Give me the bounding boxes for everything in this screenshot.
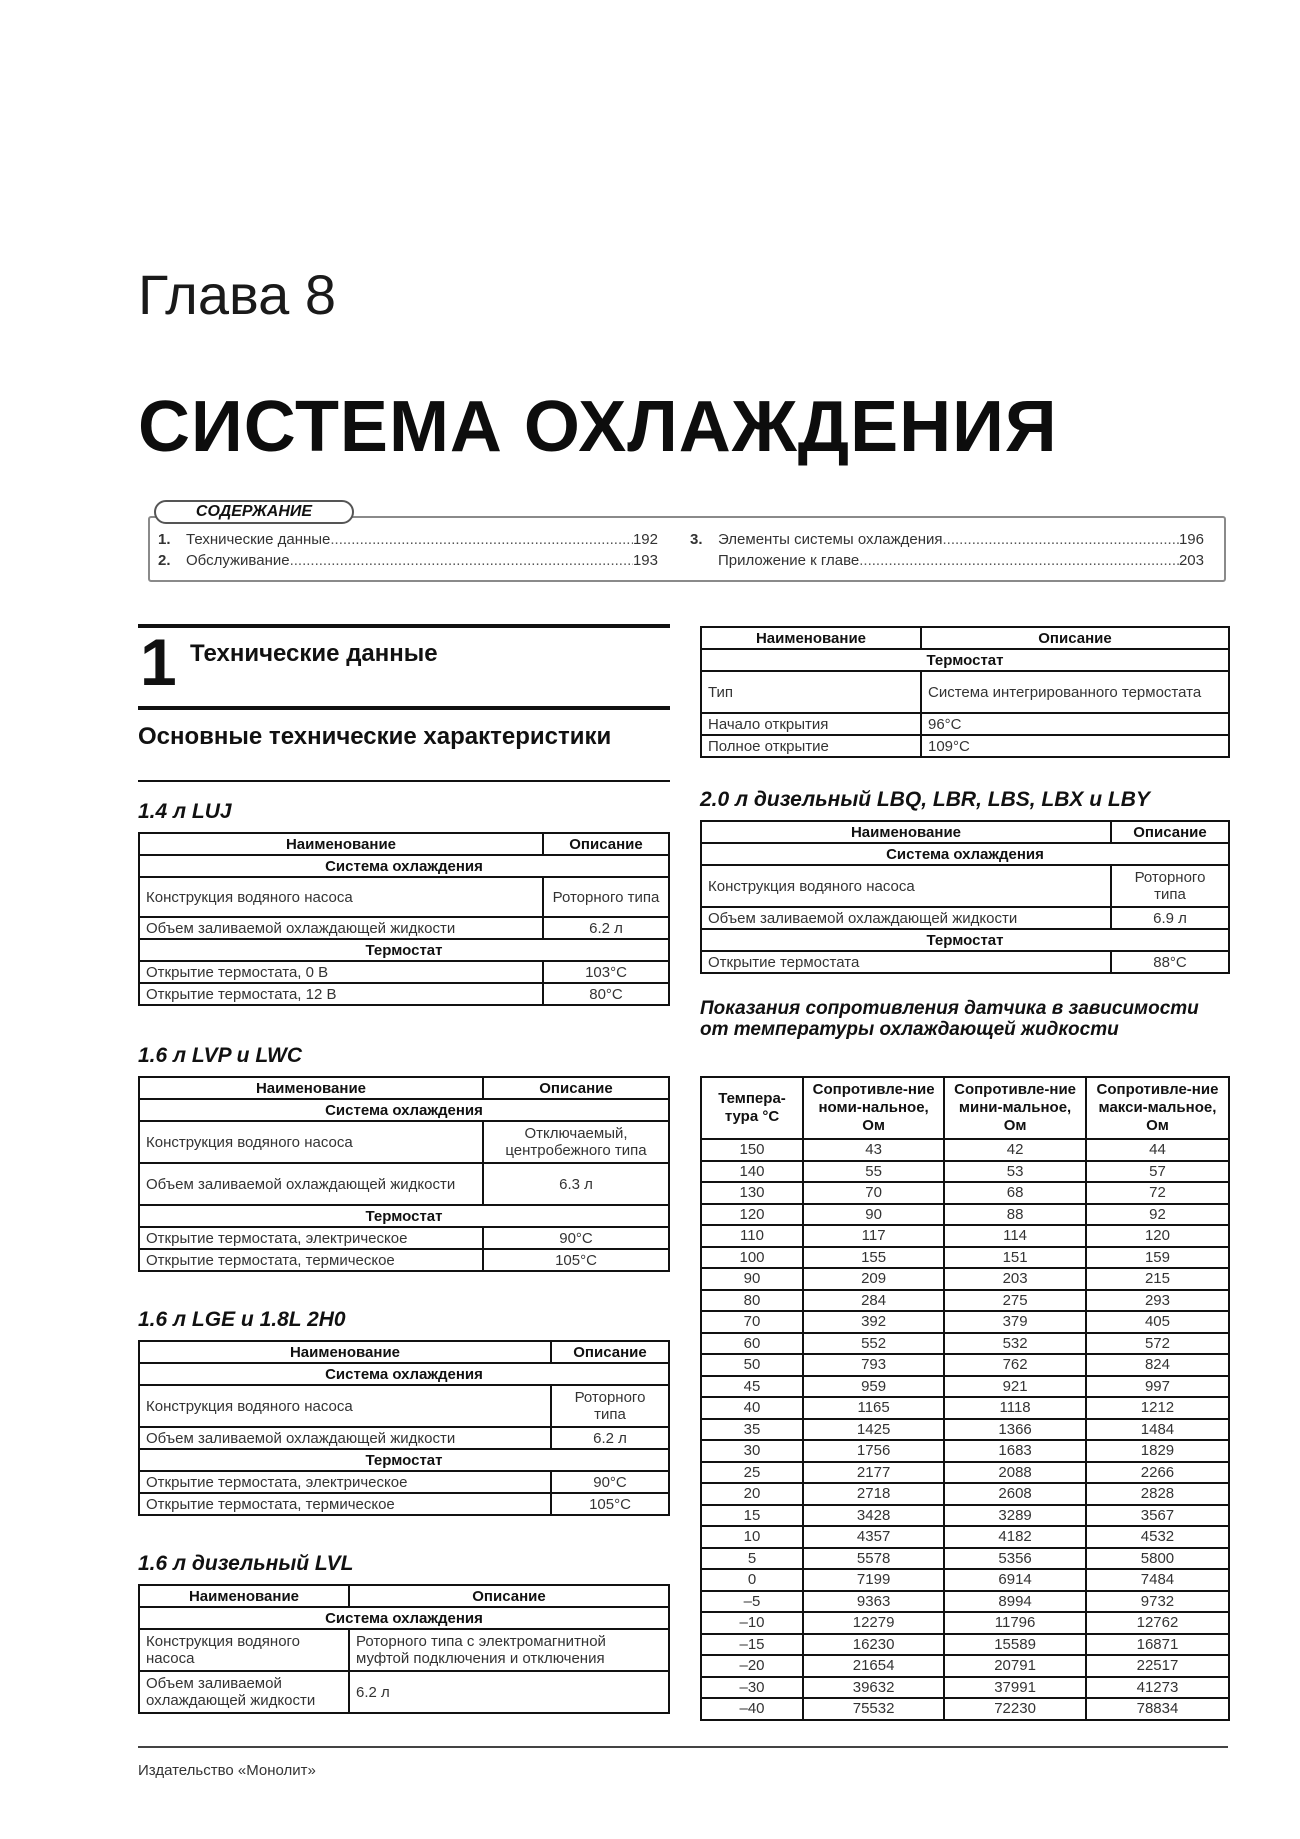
table-cell: 405 [1086,1311,1229,1333]
table-cell: –5 [701,1591,803,1613]
table-cell: 120 [1086,1225,1229,1247]
table-cell: 42 [944,1139,1086,1161]
table-cell: 72 [1086,1182,1229,1204]
table-row [701,1505,1229,1527]
table-cell: 1484 [1086,1419,1229,1441]
table-row [701,1526,1229,1548]
table-cell: 20 [701,1483,803,1505]
spec-table-luj: Наименование Описание Система охлаждения Конструкция водяного насоса Роторного типа Объем заливаемой охлаждающей жидкости 6.2 л Термостат Открытие термостата, 0 В 103°C Открытие термостата, 12 В 80°C [138,832,670,1006]
col-header: Сопротивле-ние макси-мальное, Ом [1086,1077,1229,1139]
subsection-rule [138,780,670,782]
engine-heading: 2.0 л дизельный LBQ, LBR, LBS, LBX и LBY [700,788,1150,811]
table-cell: 70 [803,1182,944,1204]
table-cell: 4357 [803,1526,944,1548]
table-row [701,1225,1229,1247]
table-cell: 8994 [944,1591,1086,1613]
table-row [701,1311,1229,1333]
footer-rule [138,1746,1228,1748]
table-cell: 6914 [944,1569,1086,1591]
section-title: Технические данные [190,640,438,667]
table-cell: 11796 [944,1612,1086,1634]
table-row [701,1548,1229,1570]
table-cell: 140 [701,1161,803,1183]
table-row [701,1397,1229,1419]
table-row [701,1247,1229,1269]
table-cell: 155 [803,1247,944,1269]
table-cell: 4182 [944,1526,1086,1548]
table-cell: –10 [701,1612,803,1634]
table-cell: 1118 [944,1397,1086,1419]
table-cell: 159 [1086,1247,1229,1269]
spec-table-lge: Наименование Описание Система охлаждения Конструкция водяного насоса Роторного типа Объем заливаемой охлаждающей жидкости 6.2 л Термостат Открытие термостата, электрическое 90°C Открытие термостата, термическое 105°C [138,1340,670,1516]
table-cell: 50 [701,1354,803,1376]
section-rule-top [138,624,670,628]
chapter-title: СИСТЕМА ОХЛАЖДЕНИЯ [138,387,1058,467]
table-cell: 959 [803,1376,944,1398]
table-cell: 284 [803,1290,944,1312]
table-cell: 2177 [803,1462,944,1484]
toc-item[interactable]: Приложение к главе ..... 203 [690,551,1204,571]
table-row [701,1182,1229,1204]
table-cell: 35 [701,1419,803,1441]
table-cell: 12279 [803,1612,944,1634]
table-cell: 293 [1086,1290,1229,1312]
table-cell: 215 [1086,1268,1229,1290]
table-cell: 1366 [944,1419,1086,1441]
engine-heading: 1.6 л дизельный LVL [138,1552,354,1575]
table-cell: 1829 [1086,1440,1229,1462]
table-cell: 7199 [803,1569,944,1591]
table-cell: 203 [944,1268,1086,1290]
table-cell: 21654 [803,1655,944,1677]
table-cell: 15589 [944,1634,1086,1656]
sensor-table-title: Показания сопротивления датчика в зависимости от температуры охлаждающей жидкости [700,998,1199,1040]
table-row [701,1440,1229,1462]
table-cell: 151 [944,1247,1086,1269]
table-cell: 997 [1086,1376,1229,1398]
table-cell: 45 [701,1376,803,1398]
engine-heading: 1.6 л LVP и LWC [138,1044,302,1067]
table-cell: –30 [701,1677,803,1699]
table-cell: 552 [803,1333,944,1355]
table-cell: 100 [701,1247,803,1269]
table-row [701,1204,1229,1226]
table-cell: 209 [803,1268,944,1290]
table-cell: 572 [1086,1333,1229,1355]
toc-label: СОДЕРЖАНИЕ [154,500,354,524]
table-cell: 392 [803,1311,944,1333]
table-cell: 12762 [1086,1612,1229,1634]
table-cell: 5800 [1086,1548,1229,1570]
table-cell: 114 [944,1225,1086,1247]
table-cell: 75532 [803,1698,944,1720]
section-rule-bottom [138,706,670,710]
table-cell: 16871 [1086,1634,1229,1656]
table-row [701,1483,1229,1505]
toc-item[interactable]: 2. Обслуживание ..... 193 [158,551,658,571]
table-cell: 70 [701,1311,803,1333]
table-cell: 15 [701,1505,803,1527]
table-cell: 39632 [803,1677,944,1699]
table-row [701,1419,1229,1441]
table-cell: 824 [1086,1354,1229,1376]
table-cell: 44 [1086,1139,1229,1161]
table-cell: 4532 [1086,1526,1229,1548]
table-cell: 78834 [1086,1698,1229,1720]
table-cell: 90 [701,1268,803,1290]
table-cell: 3289 [944,1505,1086,1527]
table-row [701,1591,1229,1613]
table-cell: 532 [944,1333,1086,1355]
table-cell: 80 [701,1290,803,1312]
table-cell: 53 [944,1161,1086,1183]
table-cell: 3567 [1086,1505,1229,1527]
col-header: Сопротивле-ние мини-мальное, Ом [944,1077,1086,1139]
table-cell: 1425 [803,1419,944,1441]
table-cell: 41273 [1086,1677,1229,1699]
table-cell: 25 [701,1462,803,1484]
table-cell: 40 [701,1397,803,1419]
table-row [701,1290,1229,1312]
toc-box [148,516,1226,582]
table-cell: 793 [803,1354,944,1376]
table-cell: 30 [701,1440,803,1462]
table-cell: 57 [1086,1161,1229,1183]
table-cell: 37991 [944,1677,1086,1699]
table-cell: 5578 [803,1548,944,1570]
table-cell: 762 [944,1354,1086,1376]
table-row [701,1354,1229,1376]
table-cell: 9732 [1086,1591,1229,1613]
table-cell: 379 [944,1311,1086,1333]
table-row [701,1376,1229,1398]
table-cell: 5356 [944,1548,1086,1570]
table-row [701,1333,1229,1355]
table-cell: 22517 [1086,1655,1229,1677]
table-cell: 20791 [944,1655,1086,1677]
table-cell: 5 [701,1548,803,1570]
publisher-footer: Издательство «Монолит» [138,1762,316,1779]
table-cell: 9363 [803,1591,944,1613]
table-cell: 150 [701,1139,803,1161]
col-header: Темпера-тура °С [701,1077,803,1139]
table-cell: 130 [701,1182,803,1204]
engine-heading: 1.4 л LUJ [138,800,232,823]
table-cell: 1165 [803,1397,944,1419]
table-cell: 1212 [1086,1397,1229,1419]
table-cell: 55 [803,1161,944,1183]
spec-table-thermostat: Наименование Описание Термостат Тип Система интегрированного термостата Начало открытия 96°C Полное открытие 109°C [700,626,1230,758]
table-row [701,1161,1229,1183]
sensor-resistance-table [700,1076,1230,1721]
table-cell: 3428 [803,1505,944,1527]
table-cell: 43 [803,1139,944,1161]
table-row [701,1698,1229,1720]
table-row [701,1462,1229,1484]
table-cell: 275 [944,1290,1086,1312]
chapter-label: Глава 8 [138,263,336,326]
col-header: Сопротивле-ние номи-нальное, Ом [803,1077,944,1139]
table-row [701,1634,1229,1656]
table-cell: –40 [701,1698,803,1720]
table-cell: 16230 [803,1634,944,1656]
table-cell: 120 [701,1204,803,1226]
table-cell: 2828 [1086,1483,1229,1505]
table-row [701,1655,1229,1677]
table-cell: 10 [701,1526,803,1548]
toc-item[interactable]: 1. Технические данные ..... 192 [158,530,658,550]
engine-heading: 1.6 л LGE и 1.8L 2H0 [138,1308,346,1331]
table-cell: 90 [803,1204,944,1226]
table-cell: 7484 [1086,1569,1229,1591]
table-cell: 2718 [803,1483,944,1505]
table-cell: 1683 [944,1440,1086,1462]
table-cell: 68 [944,1182,1086,1204]
table-row [701,1612,1229,1634]
subsection-title: Основные технические характеристики [138,723,612,750]
table-cell: 117 [803,1225,944,1247]
table-cell: 60 [701,1333,803,1355]
table-cell: 2088 [944,1462,1086,1484]
table-cell: –20 [701,1655,803,1677]
spec-table-lvl: Наименование Описание Система охлаждения Конструкция водяного насоса Роторного типа с электромагнитной муфтой подключения и отключения Объем заливаемой охлаждающей жидкости 6.2 л [138,1584,670,1714]
table-cell: 2608 [944,1483,1086,1505]
table-cell: 0 [701,1569,803,1591]
spec-table-lbq: Наименование Описание Система охлаждения Конструкция водяного насоса Роторного типа Объем заливаемой охлаждающей жидкости 6.9 л Термостат Открытие термостата 88°C [700,820,1230,974]
table-cell: 110 [701,1225,803,1247]
table-row [701,1139,1229,1161]
section-number: 1 [140,625,177,699]
table-cell: 92 [1086,1204,1229,1226]
table-cell: 1756 [803,1440,944,1462]
table-row [701,1569,1229,1591]
spec-table-lvp: Наименование Описание Система охлаждения Конструкция водяного насоса Отключаемый, центробежного типа Объем заливаемой охлаждающей жидкости 6.3 л Термостат Открытие термостата, электрическое 90°C Открытие термостата, термическое 105°C [138,1076,670,1272]
table-cell: 72230 [944,1698,1086,1720]
table-row [701,1268,1229,1290]
table-cell: 921 [944,1376,1086,1398]
table-cell: 2266 [1086,1462,1229,1484]
table-row [701,1677,1229,1699]
table-cell: –15 [701,1634,803,1656]
table-cell: 88 [944,1204,1086,1226]
toc-item[interactable]: 3. Элементы системы охлаждения ..... 196 [690,530,1204,550]
